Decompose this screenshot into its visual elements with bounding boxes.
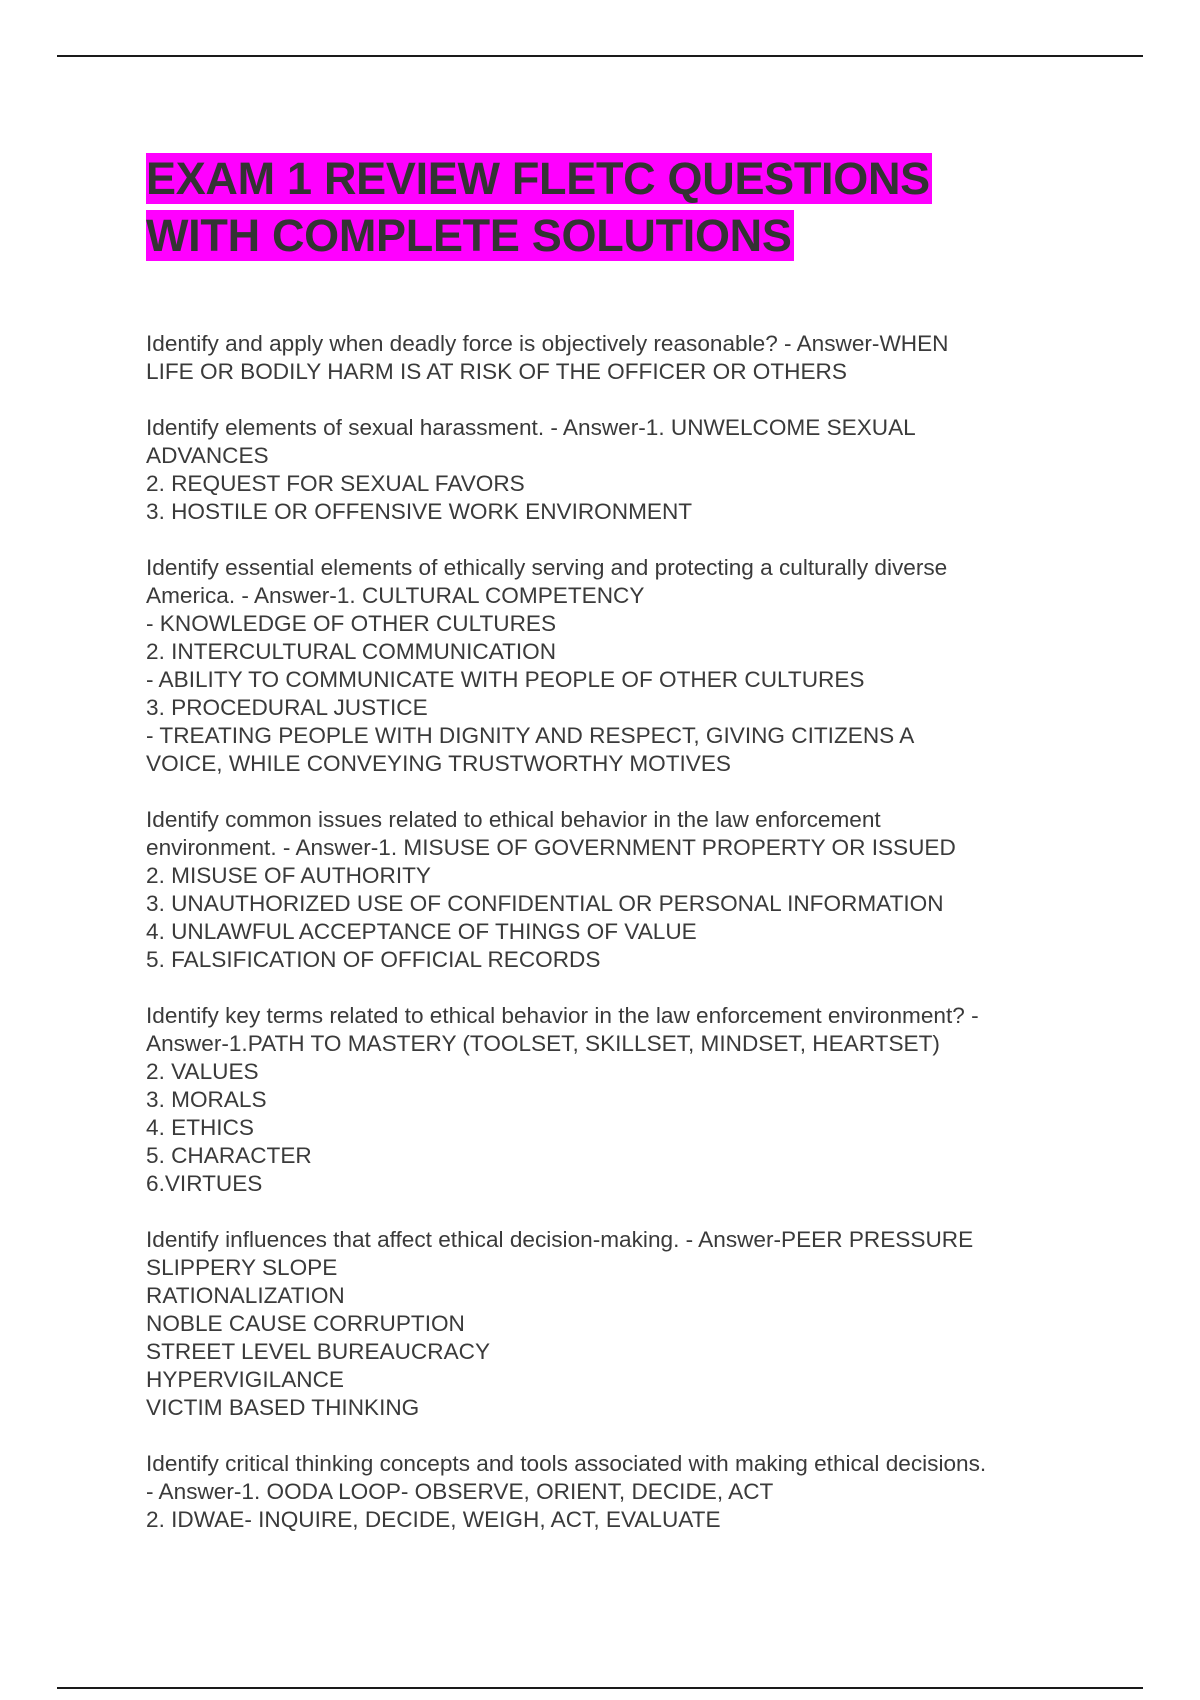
header-rule [57,55,1143,57]
title-line-1: EXAM 1 REVIEW FLETC QUESTIONS [146,153,930,204]
qa-text: Identify elements of sexual harassment. - Answer-1. UNWELCOME SEXUAL ADVANCES 2. REQUEST FOR SEXUAL FAVORS 3. HOSTILE OR OFFENSIVE WORK ENVIRONMENT [146,415,916,524]
qa-text: Identify key terms related to ethical behavior in the law enforcement environment? - Answer-1.PATH TO MASTERY (TOOLSET, SKILLSET, MINDSET, HEARTSET) 2. VALUES 3. MORALS 4. ETHICS 5. CHARACTER 6.VIRTUES [146,1003,979,1196]
qa-item-culturally-diverse [146,554,1146,778]
qa-item-common-issues [146,806,1146,974]
qa-text: Identify critical thinking concepts and tools associated with making ethical decisions. - Answer-1. OODA LOOP- OBSERVE, ORIENT, DECIDE, ACT 2. IDWAE- INQUIRE, DECIDE, WEIGH, ACT, EVALUATE [146,1451,987,1532]
qa-item-key-terms [146,1002,1146,1198]
qa-item-deadly-force [146,330,1146,386]
qa-text: Identify common issues related to ethical behavior in the law enforcement environment. - Answer-1. MISUSE OF GOVERNMENT PROPERTY OR ISSUED 2. MISUSE OF AUTHORITY 3. UNAUTHORIZED USE OF CONFIDENTIAL OR PERSONAL INFORMATION 4. UNLAWFUL ACCEPTANCE OF THINGS OF VALUE 5. FALSIFICATION OF OFFICIAL RECORDS [146,807,956,972]
qa-item-sexual-harassment [146,414,1146,526]
qa-text: Identify essential elements of ethically serving and protecting a culturally diverse America. - Answer-1. CULTURAL COMPETENCY - KNOWLEDGE OF OTHER CULTURES 2. INTERCULTURAL COMMUNICATION - ABILITY TO COMMUNICATE WITH PEOPLE OF OTHER CULTURES 3. PROCEDURAL JUSTICE - TREATING PEOPLE WITH DIGNITY AND RESPECT, GIVING CITIZENS A VOICE, WHILE CONVEYING TRUSTWORTHY MOTIVES [146,555,948,776]
document-title [146,150,932,264]
qa-item-critical-thinking [146,1450,1146,1534]
qa-item-influences [146,1226,1146,1422]
question-answer-list [146,330,1146,1562]
qa-text: Identify and apply when deadly force is objectively reasonable? - Answer-WHEN LIFE OR BODILY HARM IS AT RISK OF THE OFFICER OR OTHERS [146,331,949,384]
footer-rule [57,1687,1143,1689]
title-line-2: WITH COMPLETE SOLUTIONS [146,210,792,261]
qa-text: Identify influences that affect ethical decision-making. - Answer-PEER PRESSURE SLIPPERY SLOPE RATIONALIZATION NOBLE CAUSE CORRUPTION STREET LEVEL BUREAUCRACY HYPERVIGILANCE VICTIM BASED THINKING [146,1227,974,1420]
